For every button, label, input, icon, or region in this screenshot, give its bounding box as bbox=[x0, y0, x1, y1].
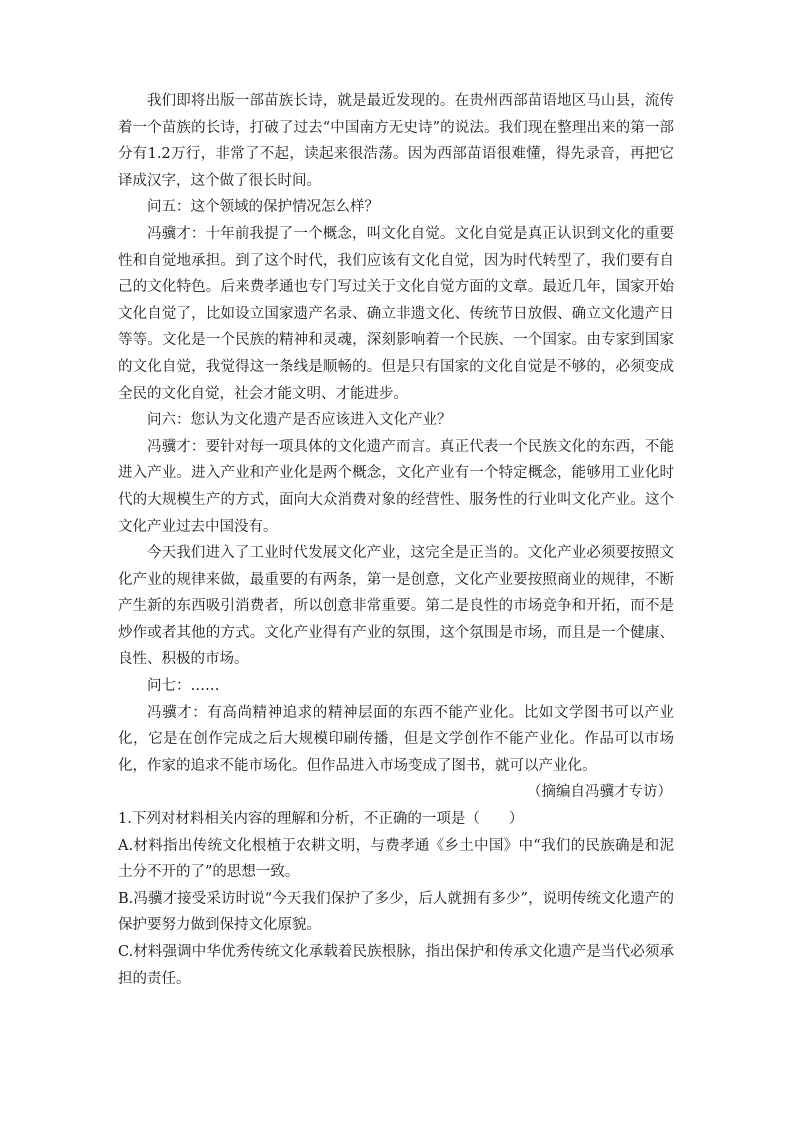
source-citation: （摘编自冯骥才专访） bbox=[527, 784, 672, 801]
answer-six: 冯骥才：要针对每一项具体的文化遗产而言。真正代表一个民族文化的东西，不能进入产业。进入产业和产业化是两个概念，文化产业有一个特定概念，能够用工业化时代的大规模生产的方式，面向大众消费对象的经营性、服务性的行业叫文化产业。这个文化产业过去中国没有。 bbox=[118, 438, 674, 535]
paragraph-miao-epic: 我们即将出版一部苗族长诗，就是最近发现的。在贵州西部苗语地区马山县，流传着一个苗族的长诗，打破了过去“中国南方无史诗”的说法。我们现在整理出来的第一部分有1.2万行，非常了不起，读起来很浩荡。因为西部苗语很难懂，得先录音，再把它译成汉字，这个做了很长时间。 bbox=[118, 93, 674, 189]
option-a: A.材料指出传统文化根植于农耕文明，与费孝通《乡土中国》中“我们的民族确是和泥土分不开的了”的思想一致。 bbox=[118, 837, 674, 881]
answer-seven: 冯骥才：有高尚精神追求的精神层面的东西不能产业化。比如文学图书可以产业化，它是在创作完成之后大规模印刷传播，但是文学创作不能产业化。作品可以市场化，作家的追求不能市场化。但作品进入市场变成了图书，就可以产业化。 bbox=[118, 704, 674, 774]
document-page bbox=[118, 88, 674, 992]
option-c: C.材料强调中华优秀传统文化承载着民族根脉，指出保护和传承文化遗产是当代必须承担的责任。 bbox=[118, 944, 674, 987]
paragraph-cultural-industry: 今天我们进入了工业时代发展文化产业，这完全是正当的。文化产业必须要按照文化产业的规律来做，最重要的有两条，第一是创意，文化产业要按照商业的规律，不断产生新的东西吸引消费者，所以创意非常重要。第二是良性的市场竞争和开拓，而不是炒作或者其他的方式。文化产业得有产业的氛围，这个氛围是市场，而且是一个健康、良性、积极的市场。 bbox=[118, 545, 674, 668]
question-seven: 问七：…… bbox=[147, 678, 220, 695]
question-five: 问五：这个领域的保护情况怎么样？ bbox=[147, 199, 379, 216]
option-b: B.冯骥才接受采访时说“今天我们保护了多少，后人就拥有多少”，说明传统文化遗产的保护要努力做到保持文化原貌。 bbox=[118, 890, 674, 934]
question-six: 问六：您认为文化遗产是否应该进入文化产业？ bbox=[147, 412, 452, 429]
answer-five: 冯骥才：十年前我提了一个概念，叫文化自觉。文化自觉是真正认识到文化的重要性和自觉地承担。到了这个时代，我们应该有文化自觉，因为时代转型了，我们要有自己的文化特色。后来费孝通也专门写过关于文化自觉方面的文章。最近几年，国家开始文化自觉了，比如设立国家遗产名录、确立非遗文化、传统节日放假、确立文化遗产日等等。文化是一个民族的精神和灵魂，深刻影响着一个民族、一个国家。由专家到国家的文化自觉，我觉得这一条线是顺畅的。但是只有国家的文化自觉是不够的，必须变成全民的文化自觉，社会才能文明、才能进步。 bbox=[118, 225, 674, 402]
question-stem: 1.下列对材料相关内容的理解和分析，不正确的一项是（ ） bbox=[118, 811, 524, 828]
